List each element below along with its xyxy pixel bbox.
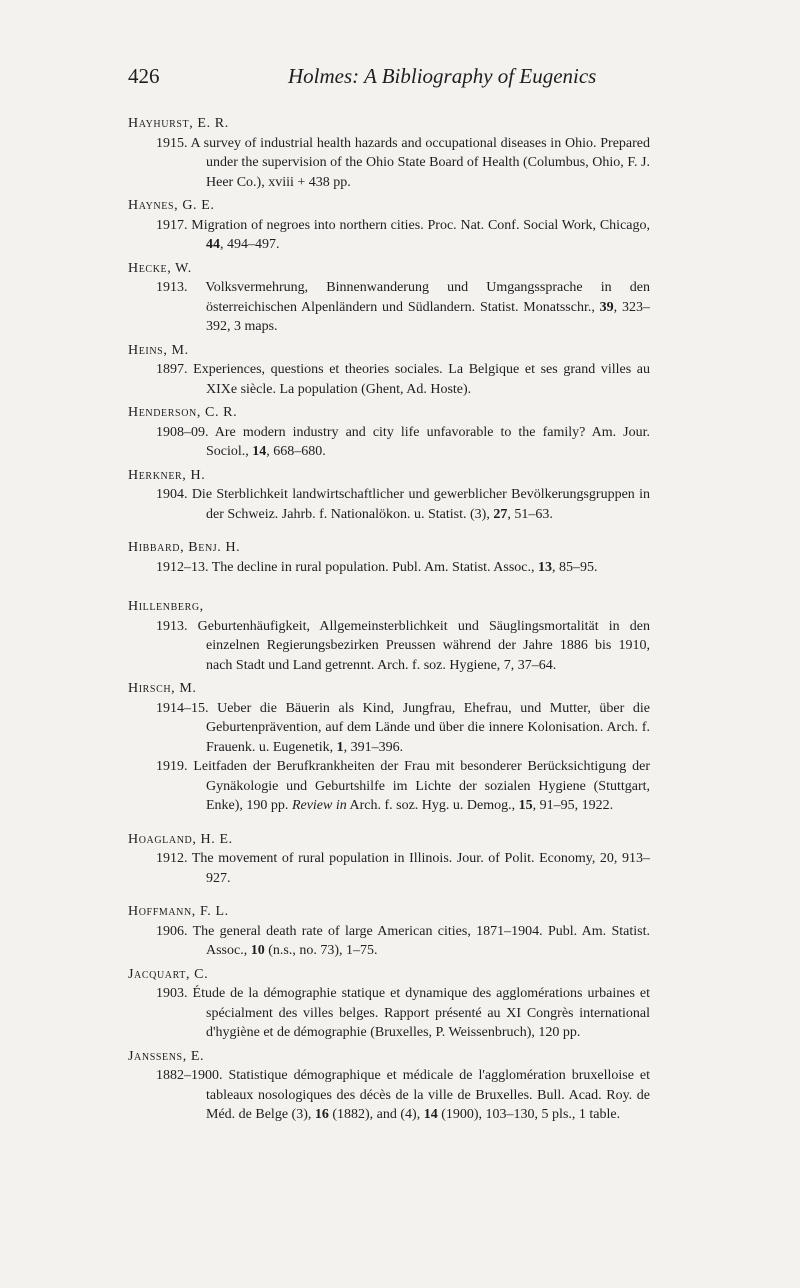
author-name: Herkner, H. [128, 467, 206, 483]
citation-text: Die Sterblichkeit landwirtschaftlicher und gewerblicher Bevölkerungsgruppen in der Schweiz. Jahrb. f. Nationalökon. u. Statist. (3), [191, 487, 650, 522]
volume-number: 39 [599, 299, 614, 315]
citation-year: 1917. [156, 217, 188, 233]
citation-text: Geburtenhäufigkeit, Allgemeinsterblichkeit und Säuglingsmortalität in den einzelnen Regierungsbezirken Preussen während der Jahre 1886 bis 1910, nach Stadt und Land getrennt. Arch. f. soz. Hygiene, 7, 37–64. [197, 618, 651, 673]
volume-number: 1 [336, 739, 344, 755]
citation-year: 1912. [156, 851, 188, 866]
citation-text: Experiences, questions et theories sociales. La Belgique et ses grand villes au XIXe siècle. La population (Ghent, Ad. Hoste). [193, 362, 651, 397]
citation-text: The decline in rural population. Publ. Am. Statist. Assoc., [211, 559, 538, 575]
bib-entry [128, 538, 650, 577]
citation-pages-2: (1900), 103–130, 5 pls., 1 table. [437, 1107, 621, 1122]
citation [128, 922, 650, 961]
volume-number: 16 [314, 1107, 329, 1122]
review-in: in [332, 798, 347, 813]
author-name: Hoagland, H. E. [128, 831, 233, 847]
bib-entry [128, 902, 650, 961]
citation-pages: , 391–396. [343, 739, 404, 755]
citation [128, 423, 650, 462]
author-name: Jacquart, C. [128, 966, 209, 982]
author-name: Haynes, G. E. [128, 198, 215, 213]
bib-entry [128, 965, 650, 1043]
author-name: Hibbard, Benj. H. [128, 540, 241, 555]
citation-text: Migration of negroes into northern cities. Proc. Nat. Conf. Social Work, Chicago, [191, 217, 650, 233]
bib-entry [128, 259, 650, 337]
citation [128, 699, 650, 758]
citation-pages: , 91–95, 1922. [532, 798, 614, 813]
bib-entry [128, 679, 650, 816]
volume-number: 15 [518, 798, 533, 813]
citation-year: 1913. [156, 618, 188, 634]
citation [128, 278, 650, 337]
volume-number: 13 [538, 559, 552, 575]
author-name: Janssens, E. [128, 1048, 205, 1064]
volume-number: 27 [493, 506, 508, 522]
citation-year: 1904. [156, 487, 188, 502]
citation-year: 1914–15. [156, 700, 209, 716]
bib-entry [128, 341, 650, 400]
citation [128, 849, 650, 888]
volume-number-2: 14 [423, 1107, 438, 1122]
citation-text: The movement of rural population in Illinois. Jour. of Polit. Economy, 20, 913–927. [191, 851, 650, 886]
citation-text: Volksvermehrung, Binnenwanderung und Umgangssprache in den österreichischen Alpenländern und Südlandern. Statist. Monatsschr., [205, 280, 650, 315]
citation-source: Arch. f. soz. Hyg. u. Demog., [346, 798, 519, 813]
citation [128, 360, 650, 399]
citation-pages: , 51–63. [507, 506, 553, 522]
citation-pages: (1882), and (4), [328, 1107, 424, 1122]
author-name: Hoffmann, F. L. [128, 904, 229, 919]
citation-text: Étude de la démographie statique et dynamique des agglomérations urbaines et spécialment des villes belges. Rapport présenté au XI Congrès international d'hygiène et de démographie (Bruxelles, P. Weissenbruch), 120 pp. [192, 986, 651, 1040]
citation [128, 1066, 650, 1125]
citation-year: 1903. [156, 986, 188, 1001]
citation-year: 1906. [156, 923, 188, 939]
citation-year: 1919. [156, 759, 188, 774]
citation-year: 1908–09. [156, 424, 209, 440]
running-title: Holmes: A Bibliography of Eugenics [288, 64, 597, 88]
review-label: Review [291, 798, 333, 813]
citation-text: Ueber die Bäuerin als Kind, Jungfrau, Ehefrau, und Mutter, über die Geburtenprävention, auf dem Lände und über die innere Kolonisation. Arch. f. Frauenk. u. Eugenetik, [206, 700, 650, 755]
volume-number: 44 [206, 237, 220, 252]
citation-pages: , 494–497. [220, 237, 280, 252]
bib-entry [128, 830, 650, 889]
author-name: Hecke, W. [128, 260, 192, 276]
bib-entry [128, 114, 650, 192]
author-name: Heins, M. [128, 342, 189, 358]
citation [128, 617, 650, 676]
citation-pages: (n.s., no. 73), 1–75. [264, 943, 378, 958]
bib-entry [128, 196, 650, 255]
bibliography-list [128, 110, 650, 1125]
bib-entry [128, 466, 650, 525]
citation-year: 1912–13. [156, 559, 209, 575]
citation-pages: , 85–95. [552, 559, 598, 575]
author-name: Hayhurst, E. R. [128, 116, 229, 131]
citation-pages: , 668–680. [266, 444, 326, 459]
citation-text: Leitfaden der Berufkrankheiten der Frau mit besonderer Berücksichtigung der Gynäkologie und Geburtshilfe im Lichte der sozialen Hygiene (Stuttgart, Enke), 190 pp. [193, 759, 651, 813]
citation [128, 984, 650, 1043]
citation [128, 485, 650, 524]
citation-text: A survey of industrial health hazards and occupational diseases in Ohio. Prepared under the supervision of the Ohio State Board of Health (Columbus, Ohio, F. J. Heer Co.), xviii + 438 pp. [190, 135, 651, 190]
citation-text: Are modern industry and city life unfavorable to the family? Am. Jour. Sociol., [206, 424, 650, 459]
bib-entry [128, 403, 650, 462]
bib-entry [128, 597, 650, 675]
volume-number: 14 [252, 444, 267, 459]
citation [128, 757, 650, 816]
citation-year: 1915. [156, 135, 188, 151]
citation [128, 134, 650, 193]
author-name: Hirsch, M. [128, 681, 197, 696]
volume-number: 10 [250, 943, 265, 958]
bib-entry [128, 1047, 650, 1125]
author-name: Henderson, C. R. [128, 405, 238, 420]
citation-year: 1882–1900. [156, 1068, 223, 1083]
citation-pages: , 323–392, 3 maps. [206, 299, 650, 334]
citation-text: Statistique démographique et médicale de l'agglomération bruxelloise et tableaux nosologiques des décès de la ville de Bruxelles. Bull. Acad. Roy. de Méd. de Belge (3), [206, 1068, 650, 1122]
citation-year: 1897. [156, 362, 188, 377]
citation-year: 1913. [156, 280, 188, 295]
citation [128, 216, 650, 255]
citation-text: The general death rate of large American cities, 1871–1904. Publ. Am. Statist. Assoc., [192, 923, 650, 958]
author-name: Hillenberg, [128, 599, 204, 614]
page-number: 426 [128, 64, 160, 88]
citation [128, 558, 650, 578]
